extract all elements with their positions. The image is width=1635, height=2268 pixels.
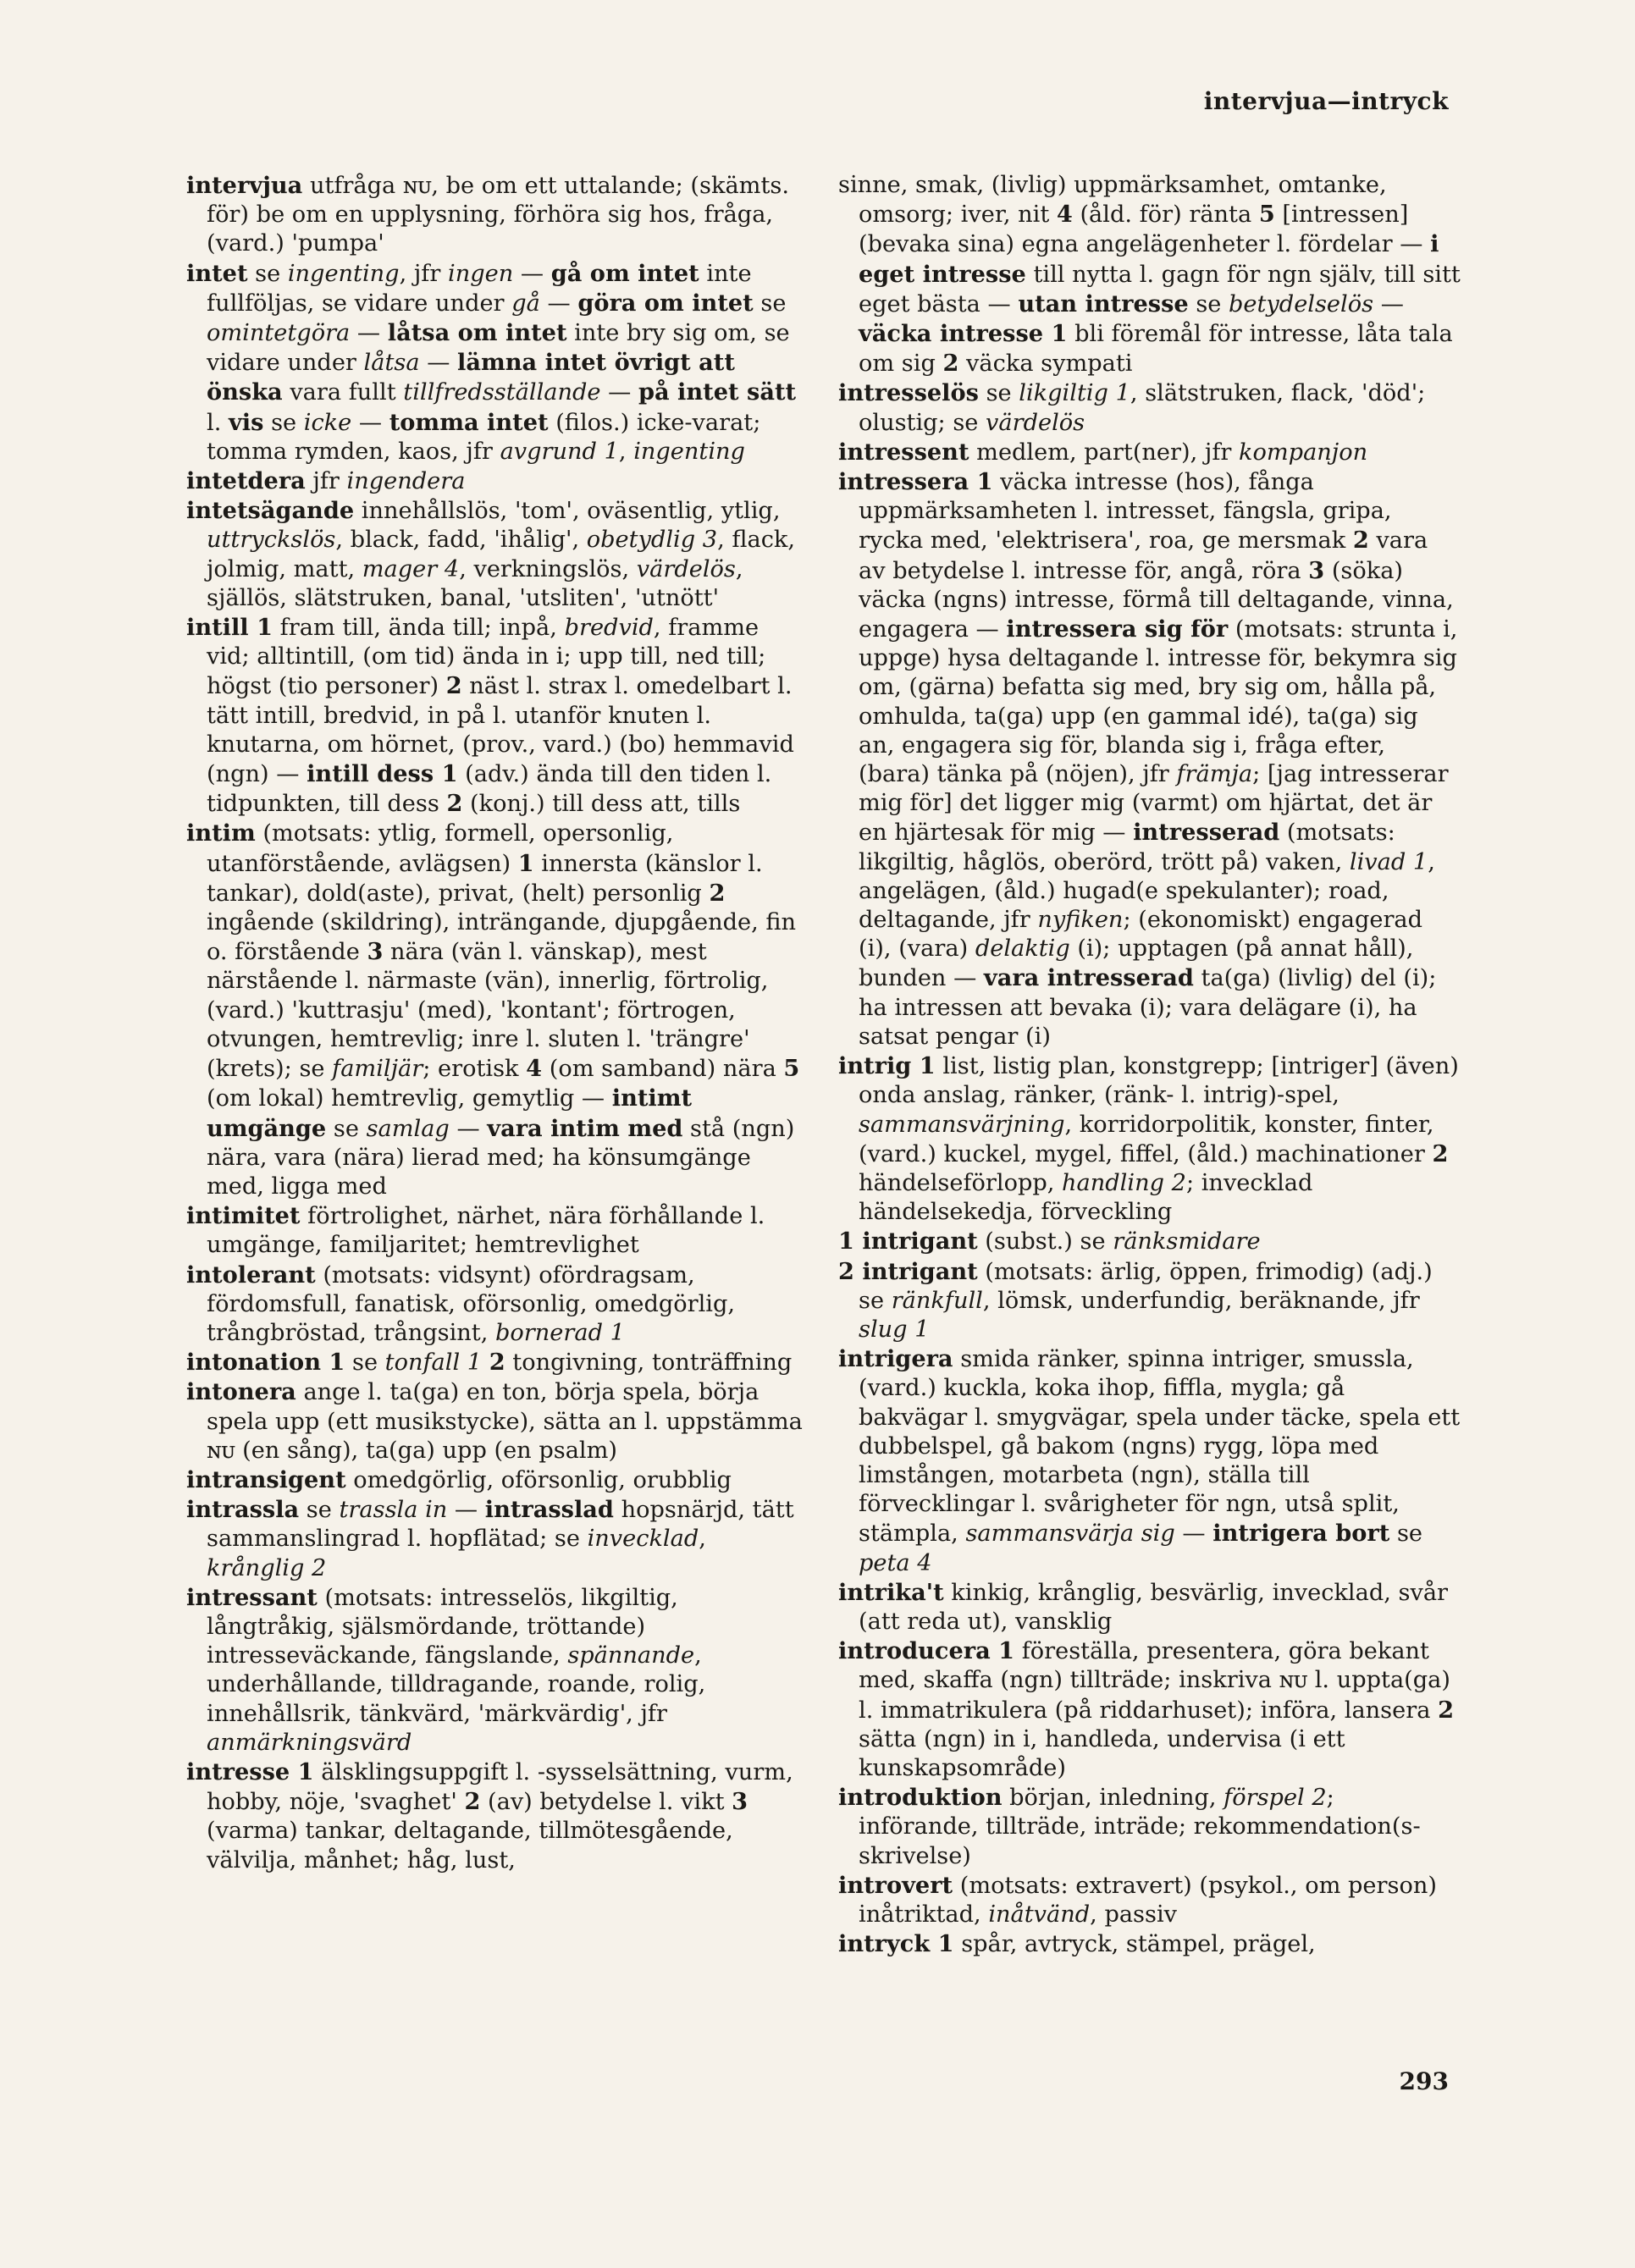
dictionary-entry: intransigent omedgörlig, oförsonlig, orubblig: [186, 1465, 732, 1493]
dictionary-entry: intrika't kinkig, krånglig, besvärlig, invecklad, svår (att reda ut), vansklig: [838, 1578, 1449, 1635]
dictionary-entry: intill 1 fram till, ända till; inpå, bredvid, framme vid; alltintill, (om tid) ända in i; upp till, ned till; högst (tio personer) 2 näst l. strax l. omedelbart l. tätt intill, bredvid, in på l. utanför knuten l. knutarna, om hörnet, (prov., vard.) (bo) hemmavid (ngn) — intill dess 1 (adv.) ända till den tiden l. tidpunkten, till dess 2 (konj.) till dess att, tills: [186, 614, 794, 818]
dictionary-entry: intolerant (motsats: vidsynt) ofördragsam, fördomsfull, fanatisk, oförsonlig, omedgörlig, trångbröstad, trångsint, bornerad 1: [186, 1261, 736, 1346]
right-column: [838, 171, 1461, 1959]
dictionary-entry: sinne, smak, (livlig) uppmärksamhet, omtanke, omsorg; iver, nit 4 (åld. för) ränta 5 [intressen] (bevaka sina) egna angelägenheter l. fördelar — i eget intresse till nytta l. gagn för ngn själv, till sitt eget bästa — utan intresse se betydelselös — väcka intresse 1 bli föremål för intresse, låta tala om sig 2 väcka sympati: [838, 172, 1461, 378]
dictionary-entry: introducera 1 föreställa, presentera, göra bekant med, skaffa (ngn) tillträde; inskriva ɴᴜ l. uppta(ga) l. immatrikulera (på riddarhuset); införa, lansera 2 sätta (ngn) in i, handleda, undervisa (i ett kunskapsområde): [838, 1637, 1454, 1781]
left-column: [186, 171, 809, 1875]
dictionary-entry: intresselös se likgiltig 1, slätstruken, flack, 'död'; olustig; se värdelös: [838, 379, 1426, 436]
running-head: intervjua—intryck: [1203, 87, 1449, 115]
dictionary-entry: 2 intrigant (motsats: ärlig, öppen, frimodig) (adj.) se ränkfull, lömsk, underfundig, beräknande, jfr slug 1: [838, 1257, 1433, 1343]
dictionary-entry: introvert (motsats: extravert) (psykol., om person) inåtriktad, inåtvänd, passiv: [838, 1871, 1437, 1928]
dictionary-entry: intrig 1 list, listig plan, konstgrepp; [intriger] (även) onda anslag, ränker, (ränk- l. intrig)-spel, sammansvärjning, korridorpolitik, konster, finter, (vard.) kuckel, mygel, fiffel, (åld.) machinationer 2 händelseförlopp, handling 2; invecklad händelsekedja, förveckling: [838, 1052, 1459, 1226]
dictionary-entry: introduktion början, inledning, förspel 2; införande, tillträde, inträde; rekommendation(s-skrivelse): [838, 1784, 1421, 1869]
dictionary-entry: intervjua utfråga ɴᴜ, be om ett uttalande; (skämts. för) be om en upplysning, förhöra sig hos, fråga, (vard.) 'pumpa': [186, 172, 789, 257]
dictionary-entry: 1 intrigant (subst.) se ränksmidare: [838, 1228, 1261, 1255]
dictionary-entry: intimitet förtrolighet, närhet, nära förhållande l. umgänge, familjaritet; hemtrevlighet: [186, 1202, 765, 1259]
page-number: 293: [1399, 2067, 1449, 2095]
dictionary-entry: intressant (motsats: intresselös, likgiltig, långtråkig, själsmördande, tröttande) intresseväckande, fängslande, spännande, underhållande, tilldragande, roande, rolig, innehållsrik, tänkvärd, 'märkvärdig', jfr anmärkningsvärd: [186, 1583, 706, 1756]
dictionary-entry: intressera 1 väcka intresse (hos), fånga uppmärksamheten l. intresset, fängsla, gripa, rycka med, 'elektrisera', roa, ge mersmak 2 vara av betydelse l. intresse för, angå, röra 3 (söka) väcka (ngns) intresse, förmå till deltagande, vinna, engagera — intressera sig för (motsats: strunta i, uppge) hysa deltagande l. intresse för, bekymra sig om, (gärna) befatta sig med, bry sig om, hålla på, omhulda, ta(ga) upp (en gammal idé), ta(ga) sig an, engagera sig för, blanda sig i, fråga efter, (bara) tänka på (nöjen), jfr främja; [jag intresserar mig för] det ligger mig (varmt) om hjärtat, det är en hjärtesak för mig — intresserad (motsats: likgiltig, håglös, oberörd, trött på) vaken, livad 1, angelägen, (åld.) hugad(e spekulanter); road, deltagande, jfr nyfiken; (ekonomiskt) engagerad (i), (vara) delaktig (i); upptagen (på annat håll), bunden — vara intresserad ta(ga) (livlig) del (i); ha intressen att bevaka (i); vara delägare (i), ha satsat pengar (i): [838, 468, 1458, 1050]
dictionary-entry: intonera ange l. ta(ga) en ton, börja spela, börja spela upp (ett musikstycke), sätta an l. uppstämma ɴᴜ (en sång), ta(ga) upp (en psalm): [186, 1378, 803, 1464]
dictionary-entry: intryck 1 spår, avtryck, stämpel, prägel,: [838, 1930, 1316, 1958]
dictionary-entry: intresse 1 älsklingsuppgift l. -sysselsättning, vurm, hobby, nöje, 'svaghet' 2 (av) betydelse l. vikt 3 (varma) tankar, deltagande, tillmötesgående, välvilja, månhet; håg, lust,: [186, 1758, 793, 1873]
dictionary-entry: intet se ingenting, jfr ingen — gå om intet inte fullföljas, se vidare under gå — göra om intet se omintetgöra — låtsa om intet inte bry sig om, se vidare under låtsa — lämna intet övrigt att önska vara fullt tillfredsställande — på intet sätt l. vis se icke — tomma intet (filos.) icke-varat; tomma rymden, kaos, jfr avgrund 1, ingenting: [186, 259, 797, 465]
dictionary-entry: intetdera jfr ingendera: [186, 467, 466, 495]
dictionary-entry: intrigera smida ränker, spinna intriger, smussla, (vard.) kuckla, koka ihop, fiffla, mygla; gå bakvägar l. smygvägar, spela under täcke, spela ett dubbelspel, gå bakom (ngns) rygg, löpa med limstången, motarbeta (ngn), ställa till förvecklingar l. svårigheter för ngn, utså split, stämpla, sammansvärja sig — intrigera bort se peta 4: [838, 1345, 1461, 1576]
dictionary-entry: intetsägande innehållslös, 'tom', oväsentlig, ytlig, uttryckslös, black, fadd, 'ihålig', obetydlig 3, flack, jolmig, matt, mager 4, verkningslös, värdelös, själlös, slätstruken, banal, 'utsliten', 'utnött': [186, 497, 796, 611]
dictionary-entry: intonation 1 se tonfall 1 2 tongivning, tonträffning: [186, 1349, 793, 1377]
dictionary-entry: intrassla se trassla in — intrasslad hopsnärjd, tätt sammanslingrad l. hopflätad; se invecklad, krånglig 2: [186, 1496, 794, 1581]
dictionary-entry: intressent medlem, part(ner), jfr kompanjon: [838, 438, 1368, 466]
dictionary-entry: intim (motsats: ytlig, formell, opersonlig, utanförstående, avlägsen) 1 innersta (känslor l. tankar), dold(aste), privat, (helt) personlig 2 ingående (skildring), inträngande, djupgående, fin o. förstående 3 nära (vän l. vänskap), mest närstående l. närmaste (vän), innerlig, förtrolig, (vard.) 'kuttrasju' (med), 'kontant'; förtrogen, otvungen, hemtrevlig; inre l. sluten l. 'trängre' (krets); se familjär; erotisk 4 (om samband) nära 5 (om lokal) hemtrevlig, gemytlig — intimt umgänge se samlag — vara intim med stå (ngn) nära, vara (nära) lierad med; ha könsumgänge med, ligga med: [186, 819, 800, 1200]
